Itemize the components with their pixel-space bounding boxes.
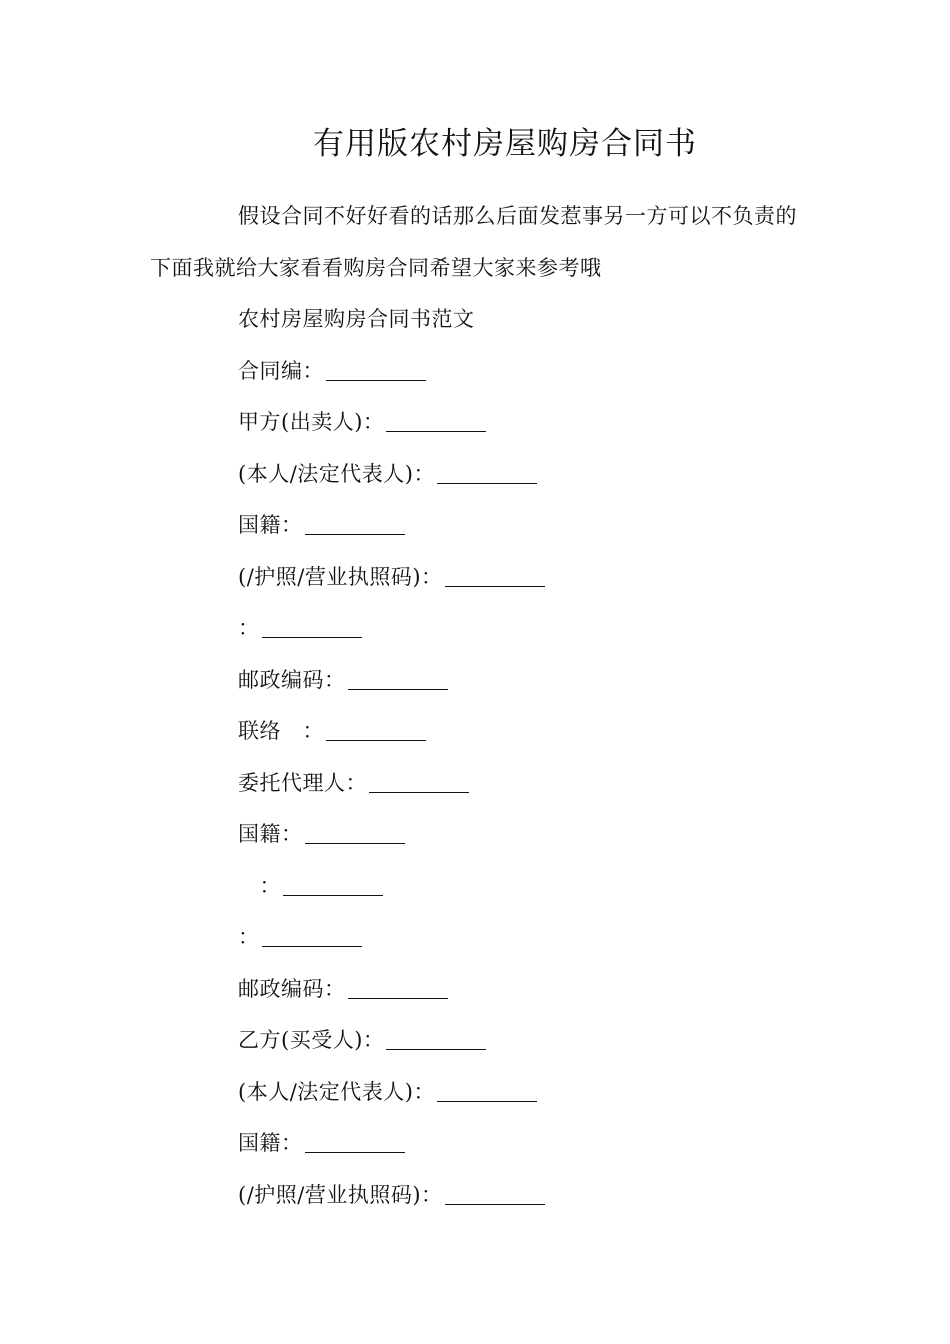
line-label: 乙方(买受人)： <box>238 1028 385 1052</box>
section-heading <box>238 294 838 346</box>
document-title: 有用版农村房屋购房合同书 <box>313 126 697 162</box>
fill-in-blank <box>386 430 486 432</box>
line-label: (/护照/营业执照码)： <box>238 564 443 589</box>
party-a-id-field <box>238 552 838 604</box>
party-a-nationality-field <box>238 500 838 552</box>
line-label: 农村房屋购房合同书范文 <box>238 307 475 331</box>
line-label: ： <box>238 616 260 640</box>
fill-in-blank <box>437 1100 537 1102</box>
line-label: 邮政编码： <box>238 976 346 1001</box>
agent-postcode-field <box>238 964 838 1016</box>
fill-in-blank <box>262 636 362 638</box>
line-label: 国籍： <box>238 822 303 846</box>
line-label: ： <box>238 873 281 898</box>
agent-blank-field-1 <box>238 861 838 913</box>
fill-in-blank <box>386 1048 486 1050</box>
fill-in-blank <box>305 1151 405 1153</box>
line-label: 国籍： <box>238 513 303 537</box>
fill-in-blank <box>445 585 545 587</box>
line-label: (/护照/营业执照码)： <box>238 1182 443 1207</box>
fill-in-blank <box>305 533 405 535</box>
fill-in-blank <box>348 688 448 690</box>
agent-nationality-field <box>238 809 838 861</box>
line-label: (本人/法定代表人)： <box>238 461 435 486</box>
party-a-postcode-field <box>238 655 838 707</box>
line-label: (本人/法定代表人)： <box>238 1079 435 1104</box>
party-b-representative-field <box>238 1067 838 1119</box>
fill-in-blank <box>283 894 383 896</box>
line-label: 委托代理人： <box>238 770 367 795</box>
party-a-field <box>238 397 838 449</box>
fill-in-blank <box>445 1203 545 1205</box>
party-b-field <box>238 1015 838 1067</box>
party-a-representative-field <box>238 449 838 501</box>
line-label: 国籍： <box>238 1131 303 1155</box>
line-label: 邮政编码： <box>238 667 346 692</box>
fill-in-blank <box>369 791 469 793</box>
fill-in-blank <box>305 842 405 844</box>
fill-in-blank <box>262 945 362 947</box>
fill-in-blank <box>348 997 448 999</box>
fill-in-blank <box>437 482 537 484</box>
contract-field-list <box>238 294 838 1221</box>
party-a-blank-field <box>238 603 838 655</box>
contract-number-field <box>238 346 838 398</box>
party-a-contact-field <box>238 706 838 758</box>
agent-field <box>238 758 838 810</box>
fill-in-blank <box>326 739 426 741</box>
fill-in-blank <box>326 379 426 381</box>
line-label: 合同编： <box>238 358 324 383</box>
line-label: 甲方(出卖人)： <box>238 410 385 434</box>
line-label: 联络 ： <box>238 719 324 743</box>
party-b-id-field <box>238 1170 838 1222</box>
agent-blank-field-2 <box>238 912 838 964</box>
intro-paragraph: 假设合同不好好看的话那么后面发惹事另一方可以不负责的下面我就给大家看看购房合同希望大家来参考哦 <box>150 204 797 280</box>
party-b-nationality-field <box>238 1118 838 1170</box>
line-label: ： <box>238 925 260 949</box>
